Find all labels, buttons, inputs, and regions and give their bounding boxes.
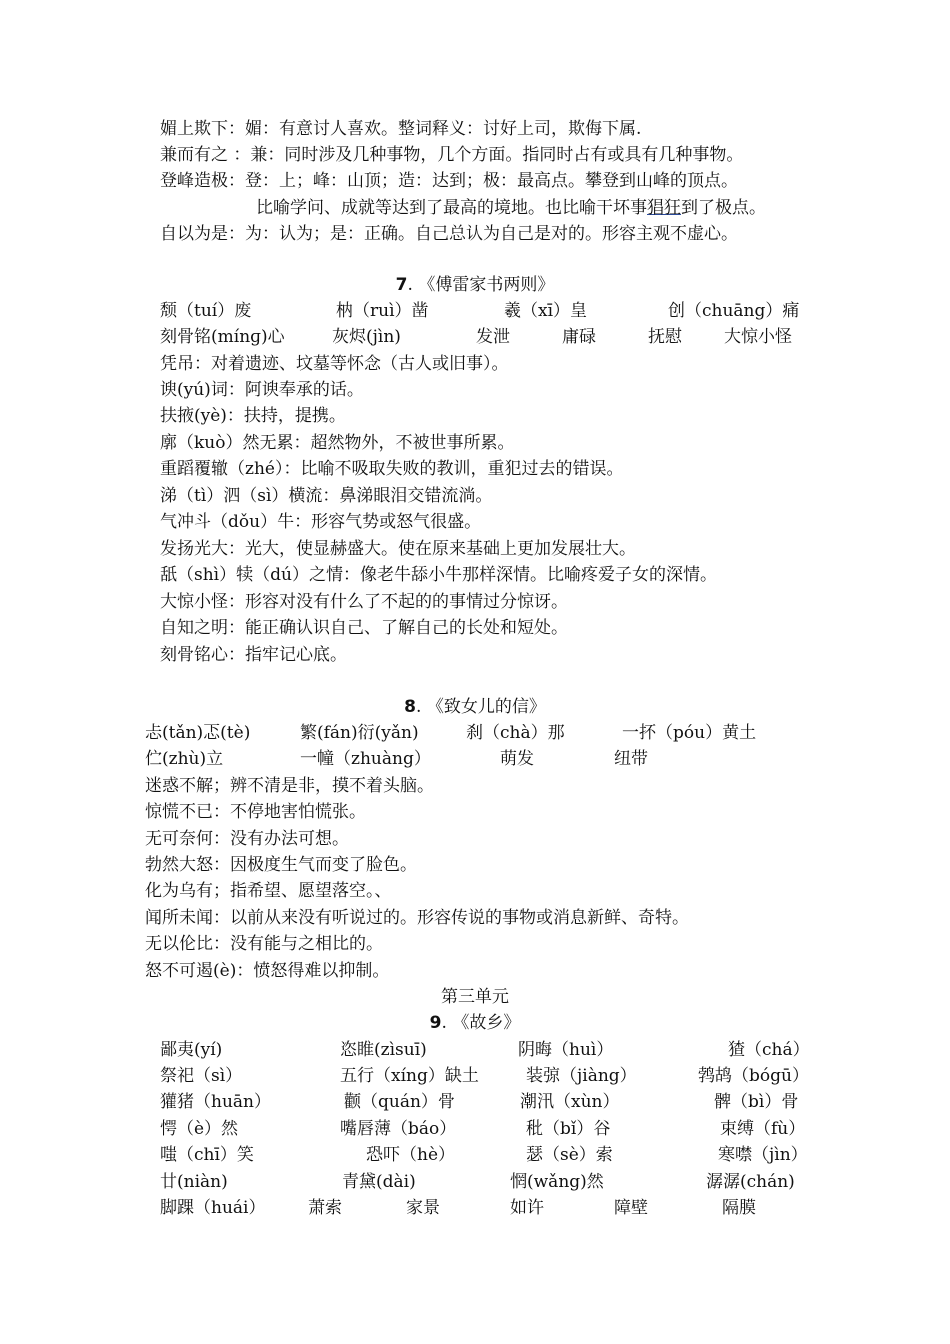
- vocab-word: 恣睢(zìsuī): [340, 1040, 427, 1060]
- vocab-word: 五行（xíng）缺土: [340, 1066, 479, 1086]
- section-title: . 《致女儿的信》: [416, 697, 546, 717]
- definition-line: 舐（shì）犊（dú）之情：像老牛舔小牛那样深情。比喻疼爱子女的深情。: [160, 565, 717, 585]
- vocab-word: 一幢（zhuàng）: [300, 749, 431, 769]
- vocab-word: 嗤（chī）笑: [160, 1145, 254, 1165]
- vocab-word: 阴晦（huì）: [518, 1040, 614, 1060]
- vocab-word: 潮汛（xùn）: [520, 1092, 620, 1112]
- definition-line: 扶掖(yè)：扶持，提携。: [160, 406, 346, 426]
- vocab-row: [0, 1197, 950, 1219]
- vocab-row: [0, 1039, 950, 1061]
- definition-line: 无以伦比：没有能与之相比的。: [145, 934, 383, 954]
- section-heading-9: [0, 1012, 950, 1034]
- vocab-row: [0, 1118, 950, 1140]
- vocab-word: 廿(niàn): [160, 1172, 228, 1192]
- vocab-word: 潺潺(chán): [706, 1172, 795, 1192]
- vocab-word: 恐吓（hè）: [366, 1145, 456, 1165]
- vocab-word: 颧（quán）骨: [344, 1092, 455, 1112]
- definition-line: 涕（tì）泗（sì）横流：鼻涕眼泪交错流淌。: [160, 486, 493, 506]
- definition-line: 重蹈覆辙（zhé）：比喻不吸取失败的教训，重犯过去的错误。: [160, 459, 624, 479]
- vocab-word: 髀（bì）骨: [714, 1092, 799, 1112]
- idiom-line-continuation: [256, 197, 766, 219]
- vocab-word: 束缚（fù）: [720, 1119, 806, 1139]
- definition-line: 迷惑不解；辨不清是非，摸不着头脑。: [145, 776, 434, 796]
- definition-line: 发扬光大：光大，使显赫盛大。使在原来基础上更加发展壮大。: [160, 539, 636, 559]
- vocab-word: 如许: [510, 1198, 544, 1218]
- section-title: . 《傅雷家书两则》: [407, 275, 555, 295]
- vocab-word: 枘（ruì）凿: [336, 301, 429, 321]
- vocab-word: 青黛(dài): [342, 1172, 416, 1192]
- definition-line: 凭吊：对着遗迹、坟墓等怀念（古人或旧事）。: [160, 354, 509, 374]
- unit-heading: 第三单元: [441, 987, 509, 1007]
- section-heading-8: [0, 696, 950, 718]
- idiom-cont-pre: 比喻学问、成就等达到了最高的境地。也比喻干坏事: [256, 198, 647, 218]
- idiom-line: 自以为是：为：认为；是：正确。自己总认为自己是对的。形容主观不虚心。: [160, 224, 738, 244]
- vocab-word: 一抔（póu）黄土: [622, 723, 757, 743]
- vocab-word: 刻骨铭(mínɡ)心: [160, 327, 285, 347]
- underlined-word: 猖狂: [647, 198, 681, 218]
- definition-line: 惊慌不已：不停地害怕慌张。: [145, 802, 366, 822]
- vocab-word: 创（chuāng）痛: [668, 301, 800, 321]
- vocab-word: 獾猪（huān）: [160, 1092, 271, 1112]
- vocab-word: 灰烬(jìn): [332, 327, 401, 347]
- vocab-word: 鹁鸪（bógū）: [698, 1066, 809, 1086]
- vocab-word: 秕（bǐ）谷: [526, 1119, 611, 1139]
- vocab-word: 愕（è）然: [160, 1119, 239, 1139]
- definition-line: 廓（kuò）然无累：超然物外，不被世事所累。: [160, 433, 515, 453]
- idiom-line: 兼而有之 ：兼：同时涉及几种事物，几个方面。指同时占有或具有几种事物。: [160, 145, 744, 165]
- vocab-word: 抚慰: [648, 327, 682, 347]
- vocab-word: 繁(fán)衍(yǎn): [300, 723, 419, 743]
- vocab-word: 刹（chà）那: [466, 723, 565, 743]
- vocab-word: 纽带: [614, 749, 648, 769]
- vocab-row: [0, 1171, 950, 1193]
- vocab-word: 鄙夷(yí): [160, 1040, 223, 1060]
- section-title: . 《故乡》: [441, 1013, 521, 1033]
- vocab-row: [0, 722, 950, 744]
- vocab-row: [0, 1091, 950, 1113]
- vocab-word: 伫(zhù)立: [145, 749, 224, 769]
- section-number: 7: [395, 275, 408, 295]
- definition-line: 闻所未闻：以前从来没有听说过的。形容传说的事物或消息新鲜、奇特。: [145, 908, 689, 928]
- definition-line: 怒不可遏(è)：愤怒得难以抑制。: [145, 961, 390, 981]
- vocab-word: 瑟（sè）索: [526, 1145, 613, 1165]
- section-heading-7: [0, 274, 950, 296]
- vocab-word: 嘴唇薄（báo）: [340, 1119, 457, 1139]
- definition-line: 大惊小怪：形容对没有什么了不起的的事情过分惊讶。: [160, 592, 568, 612]
- vocab-row: [0, 748, 950, 770]
- vocab-word: 祭祀（sì）: [160, 1066, 243, 1086]
- definition-line: 化为乌有；指希望、愿望落空。、: [145, 881, 392, 901]
- section-number: 8: [404, 697, 417, 717]
- vocab-word: 惘(wǎng)然: [510, 1172, 604, 1192]
- definition-line: 勃然大怒：因极度生气而变了脸色。: [145, 855, 417, 875]
- vocab-word: 颓（tuí）废: [160, 301, 252, 321]
- definition-line: 自知之明：能正确认识自己、了解自己的长处和短处。: [160, 618, 568, 638]
- vocab-word: 障壁: [614, 1198, 648, 1218]
- idiom-line: 登峰造极：登：上；峰：山顶；造：达到；极：最高点。攀登到山峰的顶点。: [160, 171, 738, 191]
- definition-line: 谀(yú)词：阿谀奉承的话。: [160, 380, 364, 400]
- vocab-row: [0, 1065, 950, 1087]
- idiom-line: 媚上欺下：媚：有意讨人喜欢。整词释义：讨好上司，欺侮下属.: [160, 119, 642, 139]
- vocab-word: 家景: [406, 1198, 440, 1218]
- idiom-cont-post: 到了极点。: [681, 198, 766, 218]
- vocab-word: 忐(tǎn)忑(tè): [145, 723, 251, 743]
- definition-line: 无可奈何：没有办法可想。: [145, 829, 349, 849]
- vocab-row: [0, 326, 950, 348]
- vocab-word: 庸碌: [562, 327, 596, 347]
- vocab-word: 脚踝（huái）: [160, 1198, 266, 1218]
- vocab-word: 发泄: [476, 327, 510, 347]
- definition-line: 气冲斗（dǒu）牛：形容气势或怒气很盛。: [160, 512, 482, 532]
- vocab-word: 羲（xī）皇: [504, 301, 588, 321]
- vocab-word: 萌发: [500, 749, 534, 769]
- section-number: 9: [429, 1013, 442, 1033]
- vocab-word: 隔膜: [722, 1198, 756, 1218]
- vocab-row: [0, 300, 950, 322]
- vocab-word: 萧索: [308, 1198, 342, 1218]
- vocab-row: [0, 1144, 950, 1166]
- definition-line: 刻骨铭心：指牢记心底。: [160, 645, 347, 665]
- vocab-word: 猹（chá）: [728, 1040, 810, 1060]
- vocab-word: 装弶（jiàng）: [526, 1066, 637, 1086]
- vocab-word: 寒噤（jìn）: [718, 1145, 808, 1165]
- vocab-word: 大惊小怪: [724, 327, 792, 347]
